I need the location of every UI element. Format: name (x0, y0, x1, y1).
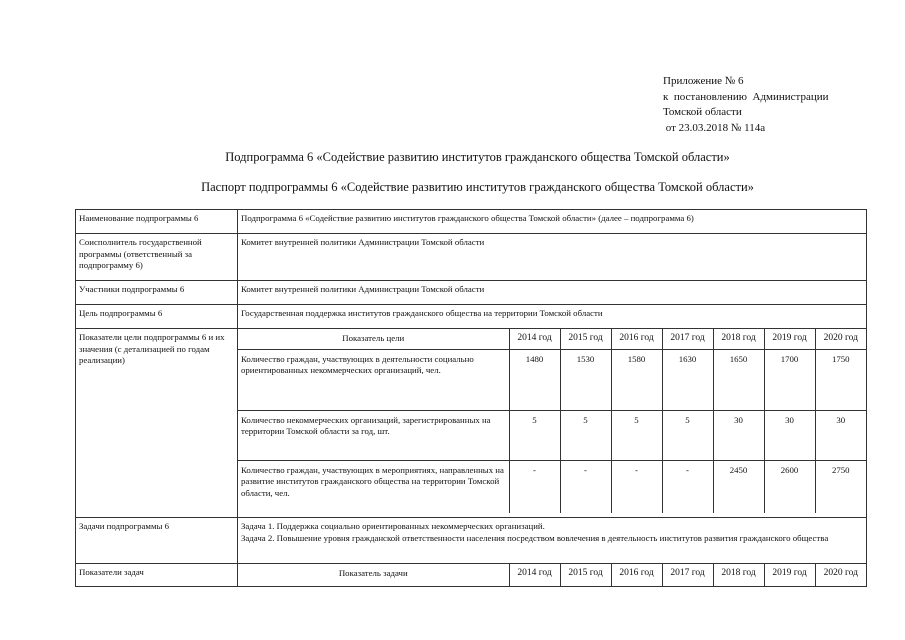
indicator-value: 1650 (713, 349, 764, 410)
indicator-name: Количество некоммерческих организаций, зарегистрированных на территории Томской области за год, шт. (238, 410, 509, 460)
indicator-value: 5 (560, 410, 611, 460)
year-header: 2019 год (764, 564, 815, 586)
task-indicators-label: Показатели задач (76, 564, 238, 587)
coexecutor-label: Соисполнитель государственной программы (ответственный за подпрограмму 6) (76, 234, 238, 281)
year-header: 2015 год (560, 564, 611, 586)
year-header: 2014 год (509, 564, 560, 586)
indicator-value: 1580 (611, 349, 662, 410)
year-header: 2020 год (815, 329, 866, 349)
subprogram-title: Подпрограмма 6 «Содействие развитию институтов гражданского общества Томской области» (225, 150, 730, 164)
indicator-value: 1480 (509, 349, 560, 410)
coexecutor-value: Комитет внутренней политики Администрации Томской области (238, 234, 867, 281)
indicator-value: 2450 (713, 460, 764, 513)
goal-value: Государственная поддержка институтов гражданского общества на территории Томской области (238, 305, 867, 329)
indicators-cell (238, 329, 867, 518)
annex-block (663, 74, 829, 136)
passport-title: Паспорт подпрограммы 6 «Содействие развитию институтов гражданского общества Томской области» (201, 180, 754, 194)
indicator-value: 30 (713, 410, 764, 460)
indicator-value: 30 (815, 410, 866, 460)
name-label: Наименование подпрограммы 6 (76, 210, 238, 234)
indicator-value: 2750 (815, 460, 866, 513)
participants-value: Комитет внутренней политики Администрации Томской области (238, 281, 867, 305)
task-1: Задача 1. Поддержка социально ориентированных некоммерческих организаций. (241, 521, 545, 531)
indicator-name: Количество граждан, участвующих в деятельности социально ориентированных некоммерческих организаций, чел. (238, 349, 509, 410)
indicator-value: 5 (662, 410, 713, 460)
name-value: Подпрограмма 6 «Содействие развитию институтов гражданского общества Томской области» (далее – подпрограмма 6) (238, 210, 867, 234)
tasks-label: Задачи подпрограммы 6 (76, 518, 238, 564)
year-header: 2016 год (611, 564, 662, 586)
year-header: 2018 год (713, 329, 764, 349)
year-header: 2019 год (764, 329, 815, 349)
indicator-value: - (662, 460, 713, 513)
indicator-value: - (509, 460, 560, 513)
indicator-name: Количество граждан, участвующих в мероприятиях, направленных на развитие институтов гражданского общества на территории Томской области, чел. (238, 460, 509, 513)
task-indicator-header: Показатель задачи (238, 564, 509, 586)
year-header: 2015 год (560, 329, 611, 349)
indicator-value: 1700 (764, 349, 815, 410)
indicator-value: 1530 (560, 349, 611, 410)
indicator-value: 1750 (815, 349, 866, 410)
tasks-value (238, 518, 867, 564)
annex-line-4: от 23.03.2018 № 114а (663, 121, 766, 134)
indicator-value: 30 (764, 410, 815, 460)
annex-line-2: к постановлению Администрации (663, 90, 829, 103)
task-indicators-cell (238, 564, 867, 587)
year-header: 2017 год (662, 329, 713, 349)
year-header: 2020 год (815, 564, 866, 586)
indicator-header: Показатель цели (238, 329, 509, 349)
annex-line-3: Томской области (663, 106, 742, 118)
year-header: 2014 год (509, 329, 560, 349)
indicator-value: - (560, 460, 611, 513)
year-header: 2018 год (713, 564, 764, 586)
indicator-value: - (611, 460, 662, 513)
indicator-value: 5 (509, 410, 560, 460)
task-2: Задача 2. Повышение уровня гражданской ответственности населения посредством вовлечения в деятельность институтов развития гражданского общества (241, 532, 829, 543)
annex-line-1: Приложение № 6 (663, 75, 744, 87)
indicators-table (238, 329, 866, 513)
participants-label: Участники подпрограммы 6 (76, 281, 238, 305)
year-header: 2016 год (611, 329, 662, 349)
year-header: 2017 год (662, 564, 713, 586)
indicators-label: Показатели цели подпрограммы 6 и их значения (с детализацией по годам реализации) (76, 329, 238, 518)
passport-table (75, 209, 867, 587)
task-indicators-table (238, 564, 866, 586)
indicator-value: 5 (611, 410, 662, 460)
goal-label: Цель подпрограммы 6 (76, 305, 238, 329)
indicator-value: 2600 (764, 460, 815, 513)
indicator-value: 1630 (662, 349, 713, 410)
